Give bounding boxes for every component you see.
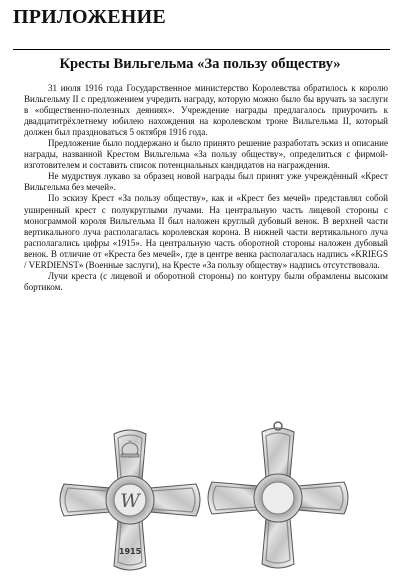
paragraph: Не мудрствуя лукаво за образец новой награды был принят уже учреждённый «Крест Вильгельма без мечей».: [24, 171, 388, 193]
heading-divider: [13, 49, 390, 50]
article-body: [24, 83, 388, 293]
paragraph: Предложение было поддержано и было принято решение разработать эскиз и описание награды, названной Крестом Вильгельма «За пользу обществу», определиться с фирмой-изготовителем и составить список потенциальных кандидатов на награждения.: [24, 138, 388, 171]
monogram: W: [120, 490, 140, 512]
obverse-year: 1915: [118, 547, 142, 556]
obverse-cross: [60, 430, 200, 570]
paragraph: 31 июля 1916 года Государственное министерство Королевства обратилось к королю Вильгельму II с предложением учредить награду, которую можно было бы вручать за заслуги в «общественно-полезных деяниях». Учреждение награды предлагалось приурочить к двадцатитрёхлетнему юбилею нахождения на королевском троне Вильгельма II, который должен был праздноваться 5 октября 1916 года.: [24, 83, 388, 138]
paragraph: Лучи креста (с лицевой и оборотной стороны) по контуру были обрамлены высоким бортиком.: [24, 270, 388, 292]
crosses-photo: [0, 400, 400, 582]
paragraph: По эскизу Крест «За пользу обществу», как и «Крест без мечей» представлял собой уширенный крест с полукруглыми лучами. На центральную часть лицевой стороны с монограммой короля Вильгельма II был наложен круглый дубовый венок. В верхней части вертикального луча располагалась королевская корона. В нижней части вертикального луча располагались цифры «1915». На центральную часть оборотной стороны наложен дубовый венок. В отличие от «Креста без мечей», где в центре венка располагалась надпись «KRIEGS / VERDIENST» (Военные заслуги), на Кресте «За пользу обществу» надпись отсутствовала.: [24, 193, 388, 270]
reverse-cross: [208, 422, 348, 568]
article-title: Кресты Вильгельма «За пользу обществу»: [59, 56, 341, 72]
section-heading: ПРИЛОЖЕНИЕ: [13, 6, 166, 28]
